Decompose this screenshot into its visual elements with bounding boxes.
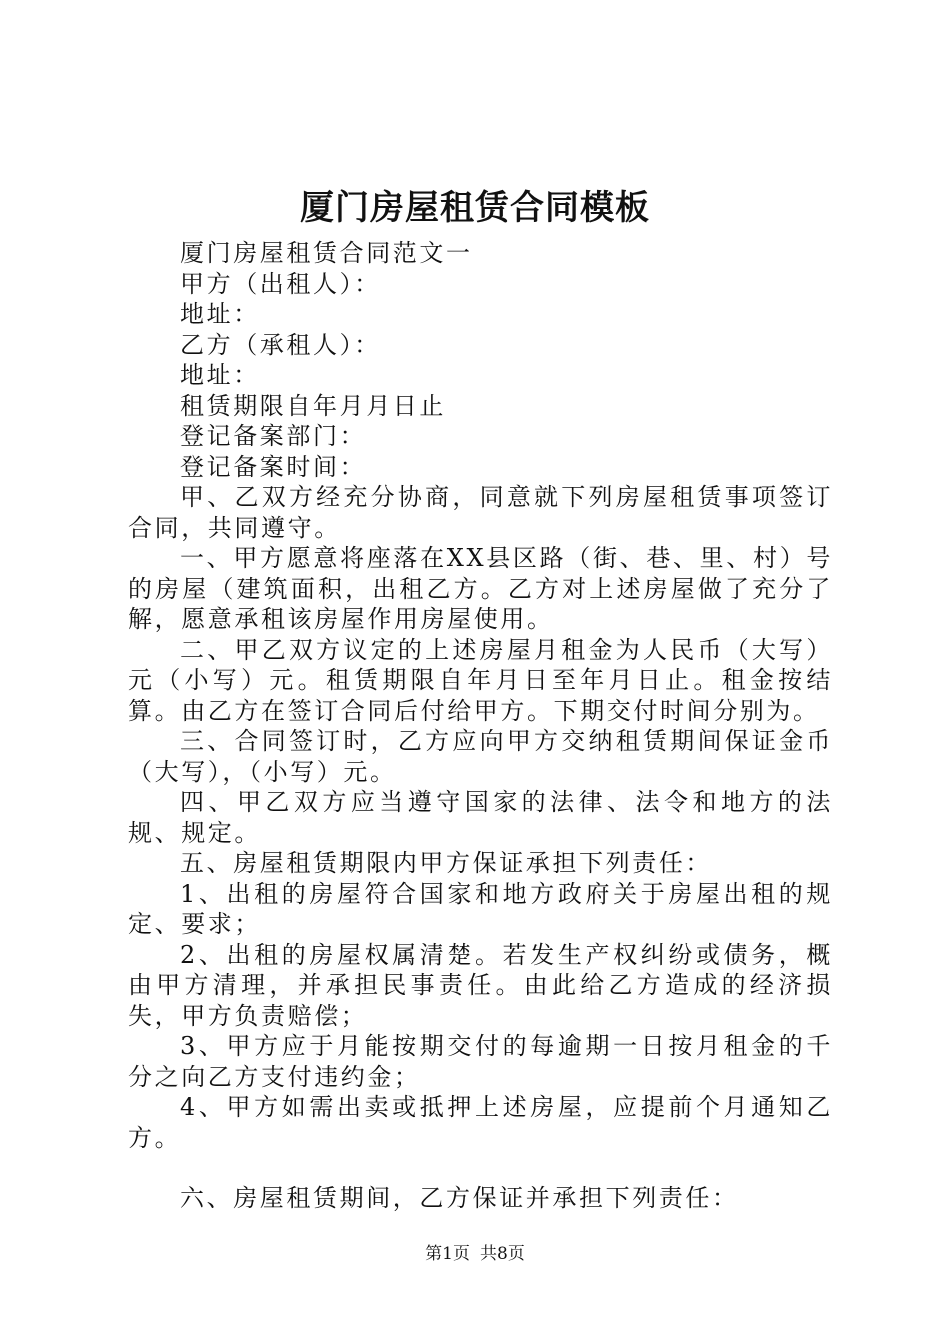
paragraph-item-1: 1、出租的房屋符合国家和地方政府关于房屋出租的规定、要求； xyxy=(128,879,833,938)
paragraph-clause-6: 六、房屋租赁期间，乙方保证并承担下列责任： xyxy=(180,1184,739,1212)
paragraph-clause-3: 三、合同签订时，乙方应向甲方交纳租赁期间保证金币（大写），（小写）元。 xyxy=(128,727,833,786)
paragraph-clause-5: 五、房屋租赁期限内甲方保证承担下列责任： xyxy=(180,849,712,877)
paragraph-preamble: 甲、乙双方经充分协商，同意就下列房屋租赁事项签订合同，共同遵守。 xyxy=(128,483,833,542)
paragraph-party-b: 乙方（承租人）： xyxy=(180,330,381,359)
document-body xyxy=(128,238,833,1214)
paragraph-address-a: 地址： xyxy=(180,300,260,328)
paragraph-item-4: 4、甲方如需出卖或抵押上述房屋，应提前个月通知乙方。 xyxy=(128,1093,833,1152)
paragraph-address-b: 地址： xyxy=(180,361,260,389)
paragraph-clause-2: 二、甲乙双方议定的上述房屋月租金为人民币（大写）元（小写）元。租赁期限自年月日至年月日止。租金按结算。由乙方在签订合同后付给甲方。下期交付时间分别为。 xyxy=(128,635,833,725)
paragraph-party-a: 甲方（出租人）： xyxy=(180,269,381,298)
paragraph-clause-4: 四、甲乙双方应当遵守国家的法律、法令和地方的法规、规定。 xyxy=(128,788,833,847)
paragraph-clause-1: 一、甲方愿意将座落在XX县区路（街、巷、里、村）号的房屋（建筑面积，出租乙方。乙方对上述房屋做了充分了解，愿意承租该房屋作用房屋使用。 xyxy=(128,544,833,633)
paragraph-item-3: 3、甲方应于月能按期交付的每逾期一日按月租金的千分之向乙方支付违约金； xyxy=(128,1032,833,1091)
document-title: 厦门房屋租赁合同模板 xyxy=(300,188,650,228)
paragraph-item-2: 2、出租的房屋权属清楚。若发生产权纠纷或债务，概由甲方清理，并承担民事责任。由此给乙方造成的经济损失，甲方负责赔偿； xyxy=(128,940,833,1030)
paragraph-lease-term: 租赁期限自年月月日止 xyxy=(180,391,446,420)
page-number: 第1页 xyxy=(425,1244,470,1264)
paragraph-registration-time: 登记备案时间： xyxy=(180,452,367,481)
paragraph-registration-dept: 登记备案部门： xyxy=(180,422,367,450)
page-total: 共8页 xyxy=(480,1244,525,1264)
page-footer xyxy=(0,1243,950,1265)
paragraph-subtitle: 厦门房屋租赁合同范文一 xyxy=(180,239,473,267)
